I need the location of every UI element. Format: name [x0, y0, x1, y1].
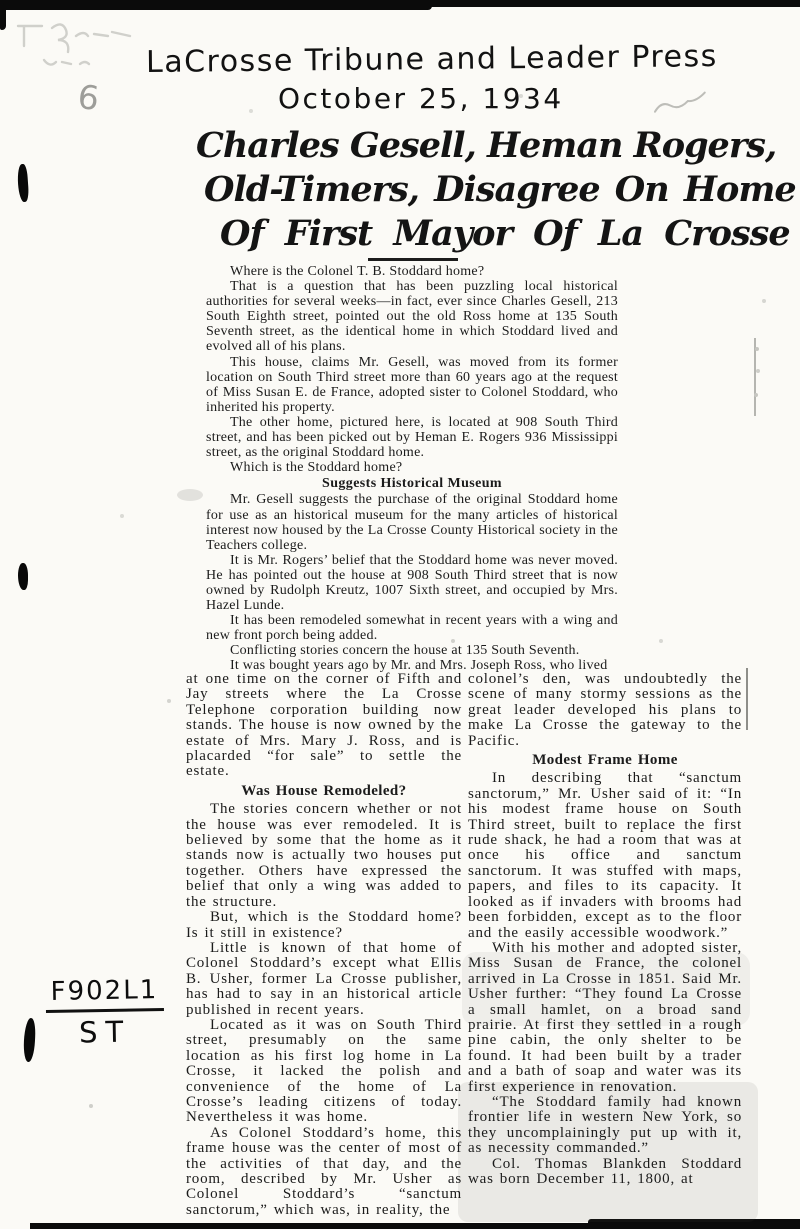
scan-specks: [0, 0, 2, 2]
pencil-scribble: [12, 14, 144, 76]
ink-mark: [23, 1018, 36, 1063]
column-continuation: at one time on the corner of Fifth and Jay streets where the La Crosse Telephone corporation building now stands. The house is now owned by the estate of Mrs. Mary J. Ross, and is placarded “for sale” to settle the estate.: [186, 671, 462, 780]
paragraph: Located as it was on South Third street, presumably on the same location as his first log home in La Crosse, it lacked the polish and convenience of the home of La Crosse’s leading citizens of today. Nevertheless it was home.: [186, 1016, 462, 1126]
scan-line-artifact: [754, 338, 756, 416]
scan-line-artifact: [746, 668, 748, 730]
publication-title-handwritten: LaCrosse Tribune and Leader Press: [145, 39, 718, 80]
paragraph: But, which is the Stoddard home? Is it still in existence?: [186, 909, 462, 941]
paragraph: Col. Thomas Blankden Stoddard was born December 11, 1800, at: [468, 1155, 742, 1187]
scan-edge-top-thick: [0, 0, 432, 10]
paragraph: With his mother and adopted sister, Miss Susan de France, the colonel arrived in La Crosse in 1851. Said Mr. Usher further: “They found La Crosse a small hamlet, on a broad sand prairie. At first they settled in a rough pine cabin, the only shelter to be found. It had been built by a trader and a bath of soap and water was its first experience in renovation.: [468, 939, 742, 1095]
pencil-mark: [648, 86, 713, 120]
article-right-column: [468, 672, 742, 1187]
paragraph: The stories concern whether or not the house was ever remodeled. It is believed by some that the home as it stands now is actually two houses put together. Others have expressed the belief that only a wing was added to the structure.: [186, 801, 462, 910]
paragraph: Conflicting stories concern the house at 135 South Seventh.: [230, 643, 580, 659]
section-subhead-remodeled: Was House Remodeled?: [241, 782, 407, 799]
left-column-paragraphs: [186, 802, 462, 1218]
article-left-column: [186, 672, 462, 1218]
paragraph: Where is the Colonel T. B. Stoddard home?: [230, 264, 485, 279]
scan-smudge: [177, 489, 203, 501]
section-subhead-frame-home: Modest Frame Home: [532, 752, 678, 769]
museum-paragraphs: [206, 492, 618, 673]
call-number-bottom: ST: [78, 1014, 132, 1050]
headline-divider: [368, 258, 458, 261]
headline-line-1: Charles Gesell, Heman Rogers,: [196, 125, 777, 166]
paragraph: The other home, pictured here, is located at 908 South Third street, and has been picked out by Heman E. Rogers 936 Mississippi street, as the original Stoddard home.: [206, 414, 618, 461]
right-column-paragraphs: [468, 771, 742, 1187]
scan-corner-mark: [0, 0, 6, 30]
article-lead-section: [206, 264, 618, 674]
headline-line-2: Old-Timers, Disagree On Home: [204, 169, 796, 210]
call-number-top: F902L1: [45, 975, 163, 1013]
ink-mark: [17, 164, 30, 203]
paragraph: It was bought years ago by Mr. and Mrs. Joseph Ross, who lived: [230, 658, 608, 674]
call-number: [45, 975, 164, 1050]
paragraph: As Colonel Stoddard’s home, this frame house was the center of most of the activities of that day, and the room, described by Mr. Usher as Colonel Stoddard’s “sanctum sanctorum,” which was, in reality, the: [186, 1124, 462, 1218]
paragraph: That is a question that has been puzzling local historical authorities for several weeks—in fact, ever since Charles Gesell, 213 South Eighth street, pointed out the old Ross home at 135 South Seventh street, as the identical home in which Stoddard lived and evolved all of his plans.: [206, 279, 618, 355]
paragraph: Mr. Gesell suggests the purchase of the original Stoddard home for use as an historical museum for the many articles of historical interest now housed by the La Crosse County Historical society in the Teachers college.: [206, 492, 618, 553]
column-continuation: colonel’s den, was undoubtedly the scene of many stormy sessions as the great leader developed his plans to make La Crosse the gateway to the Pacific.: [468, 671, 742, 749]
publication-date-handwritten: October 25, 1934: [278, 82, 564, 115]
paragraph: This house, claims Mr. Gesell, was moved from its former location on South Third street more than 60 years ago at the request of Miss Susan E. de France, adopted sister to Colonel Stoddard, who inherited his property.: [206, 354, 618, 415]
paragraph: Little is known of that home of Colonel Stoddard’s except what Ellis B. Usher, former La Crosse publisher, has had to say in an historical article published in recent years.: [186, 939, 462, 1018]
paragraph: It has been remodeled somewhat in recent years with a wing and new front porch being added.: [206, 613, 618, 644]
ink-mark: [18, 563, 28, 590]
paragraph: In describing that “sanctum sanctorum,” Mr. Usher said of it: “In his modest frame house on South Third street, built to replace the first rude shack, he had a room that was at once his office and sanctum sanctorum. It was stuffed with maps, papers, and files to its capacity. It looked as if invaders with brooms had been forbidden, except as to the floor and the easily accessible woodwork.”: [468, 770, 742, 941]
section-subhead-museum: Suggests Historical Museum: [322, 476, 502, 492]
lead-paragraphs: [206, 264, 618, 475]
pencil-page-number: 6: [75, 76, 102, 119]
paragraph: Which is the Stoddard home?: [230, 460, 403, 476]
headline-line-3: Of First Mayor Of La Crosse: [220, 213, 790, 254]
article-headline: [188, 124, 796, 256]
paragraph: “The Stoddard family had known frontier life in western New York, so they uncomplainingly put up with it, as necessity commanded.”: [468, 1093, 742, 1157]
paragraph: It is Mr. Rogers’ belief that the Stoddard home was never moved. He has pointed out the house at 908 South Third street that is now owned by Rudolph Kreutz, 1007 Sixth street, and occupied by Mrs. Hazel Lunde.: [206, 552, 618, 614]
